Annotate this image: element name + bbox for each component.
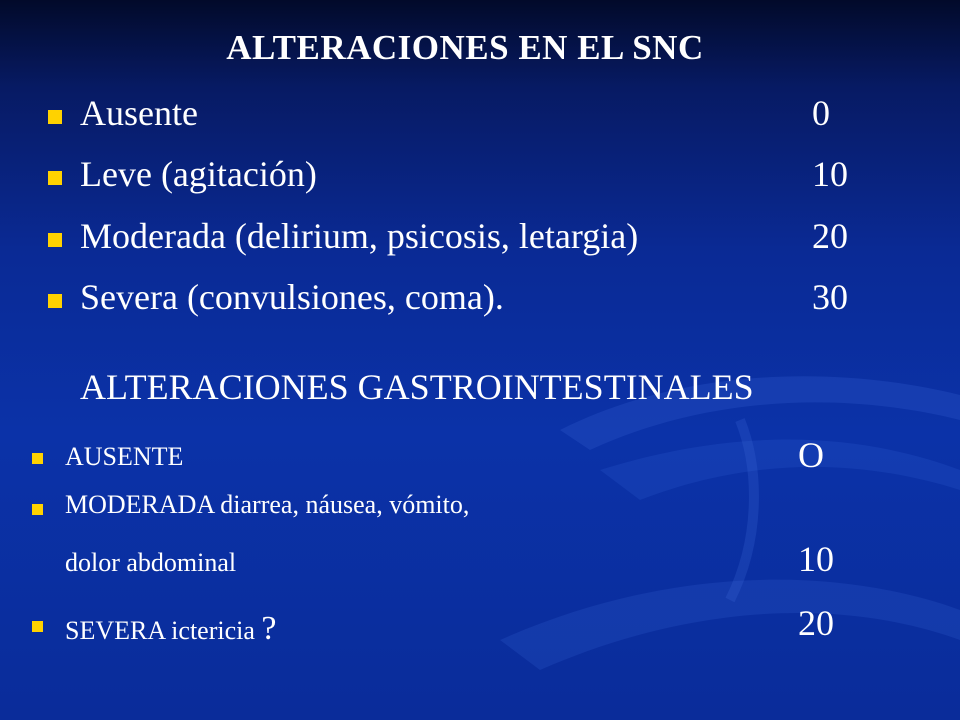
gi-section-title: ALTERACIONES GASTROINTESTINALES <box>80 367 754 407</box>
question-mark: ? <box>261 610 277 647</box>
square-bullet-icon <box>48 233 62 247</box>
snc-item-score: 20 <box>812 216 848 256</box>
square-bullet-icon <box>32 453 43 464</box>
gi-item-score: 20 <box>798 603 834 643</box>
gi-item-score: O <box>798 435 824 475</box>
gi-item-label: AUSENTE <box>65 442 184 471</box>
square-bullet-icon <box>32 621 43 632</box>
gi-item-label: SEVERA ictericia <box>65 616 255 645</box>
square-bullet-icon <box>48 171 62 185</box>
square-bullet-icon <box>48 110 62 124</box>
snc-item-score: 10 <box>812 154 848 194</box>
snc-item-label: Ausente <box>80 93 198 133</box>
snc-item-label: Moderada (delirium, psicosis, letargia) <box>80 216 639 256</box>
square-bullet-icon <box>48 294 62 308</box>
square-bullet-icon <box>32 504 43 515</box>
gi-item-score: 10 <box>798 539 834 579</box>
gi-item-label-wrapper <box>65 610 277 648</box>
gi-item-label-line2: dolor abdominal <box>65 548 237 577</box>
snc-section-title: ALTERACIONES EN EL SNC <box>226 28 704 67</box>
snc-item-score: 0 <box>812 93 830 133</box>
snc-item-label: Severa (convulsiones, coma). <box>80 277 504 317</box>
snc-item-label: Leve (agitación) <box>80 154 317 194</box>
snc-item-score: 30 <box>812 277 848 317</box>
gi-item-label: MODERADA diarrea, náusea, vómito, <box>65 490 470 519</box>
